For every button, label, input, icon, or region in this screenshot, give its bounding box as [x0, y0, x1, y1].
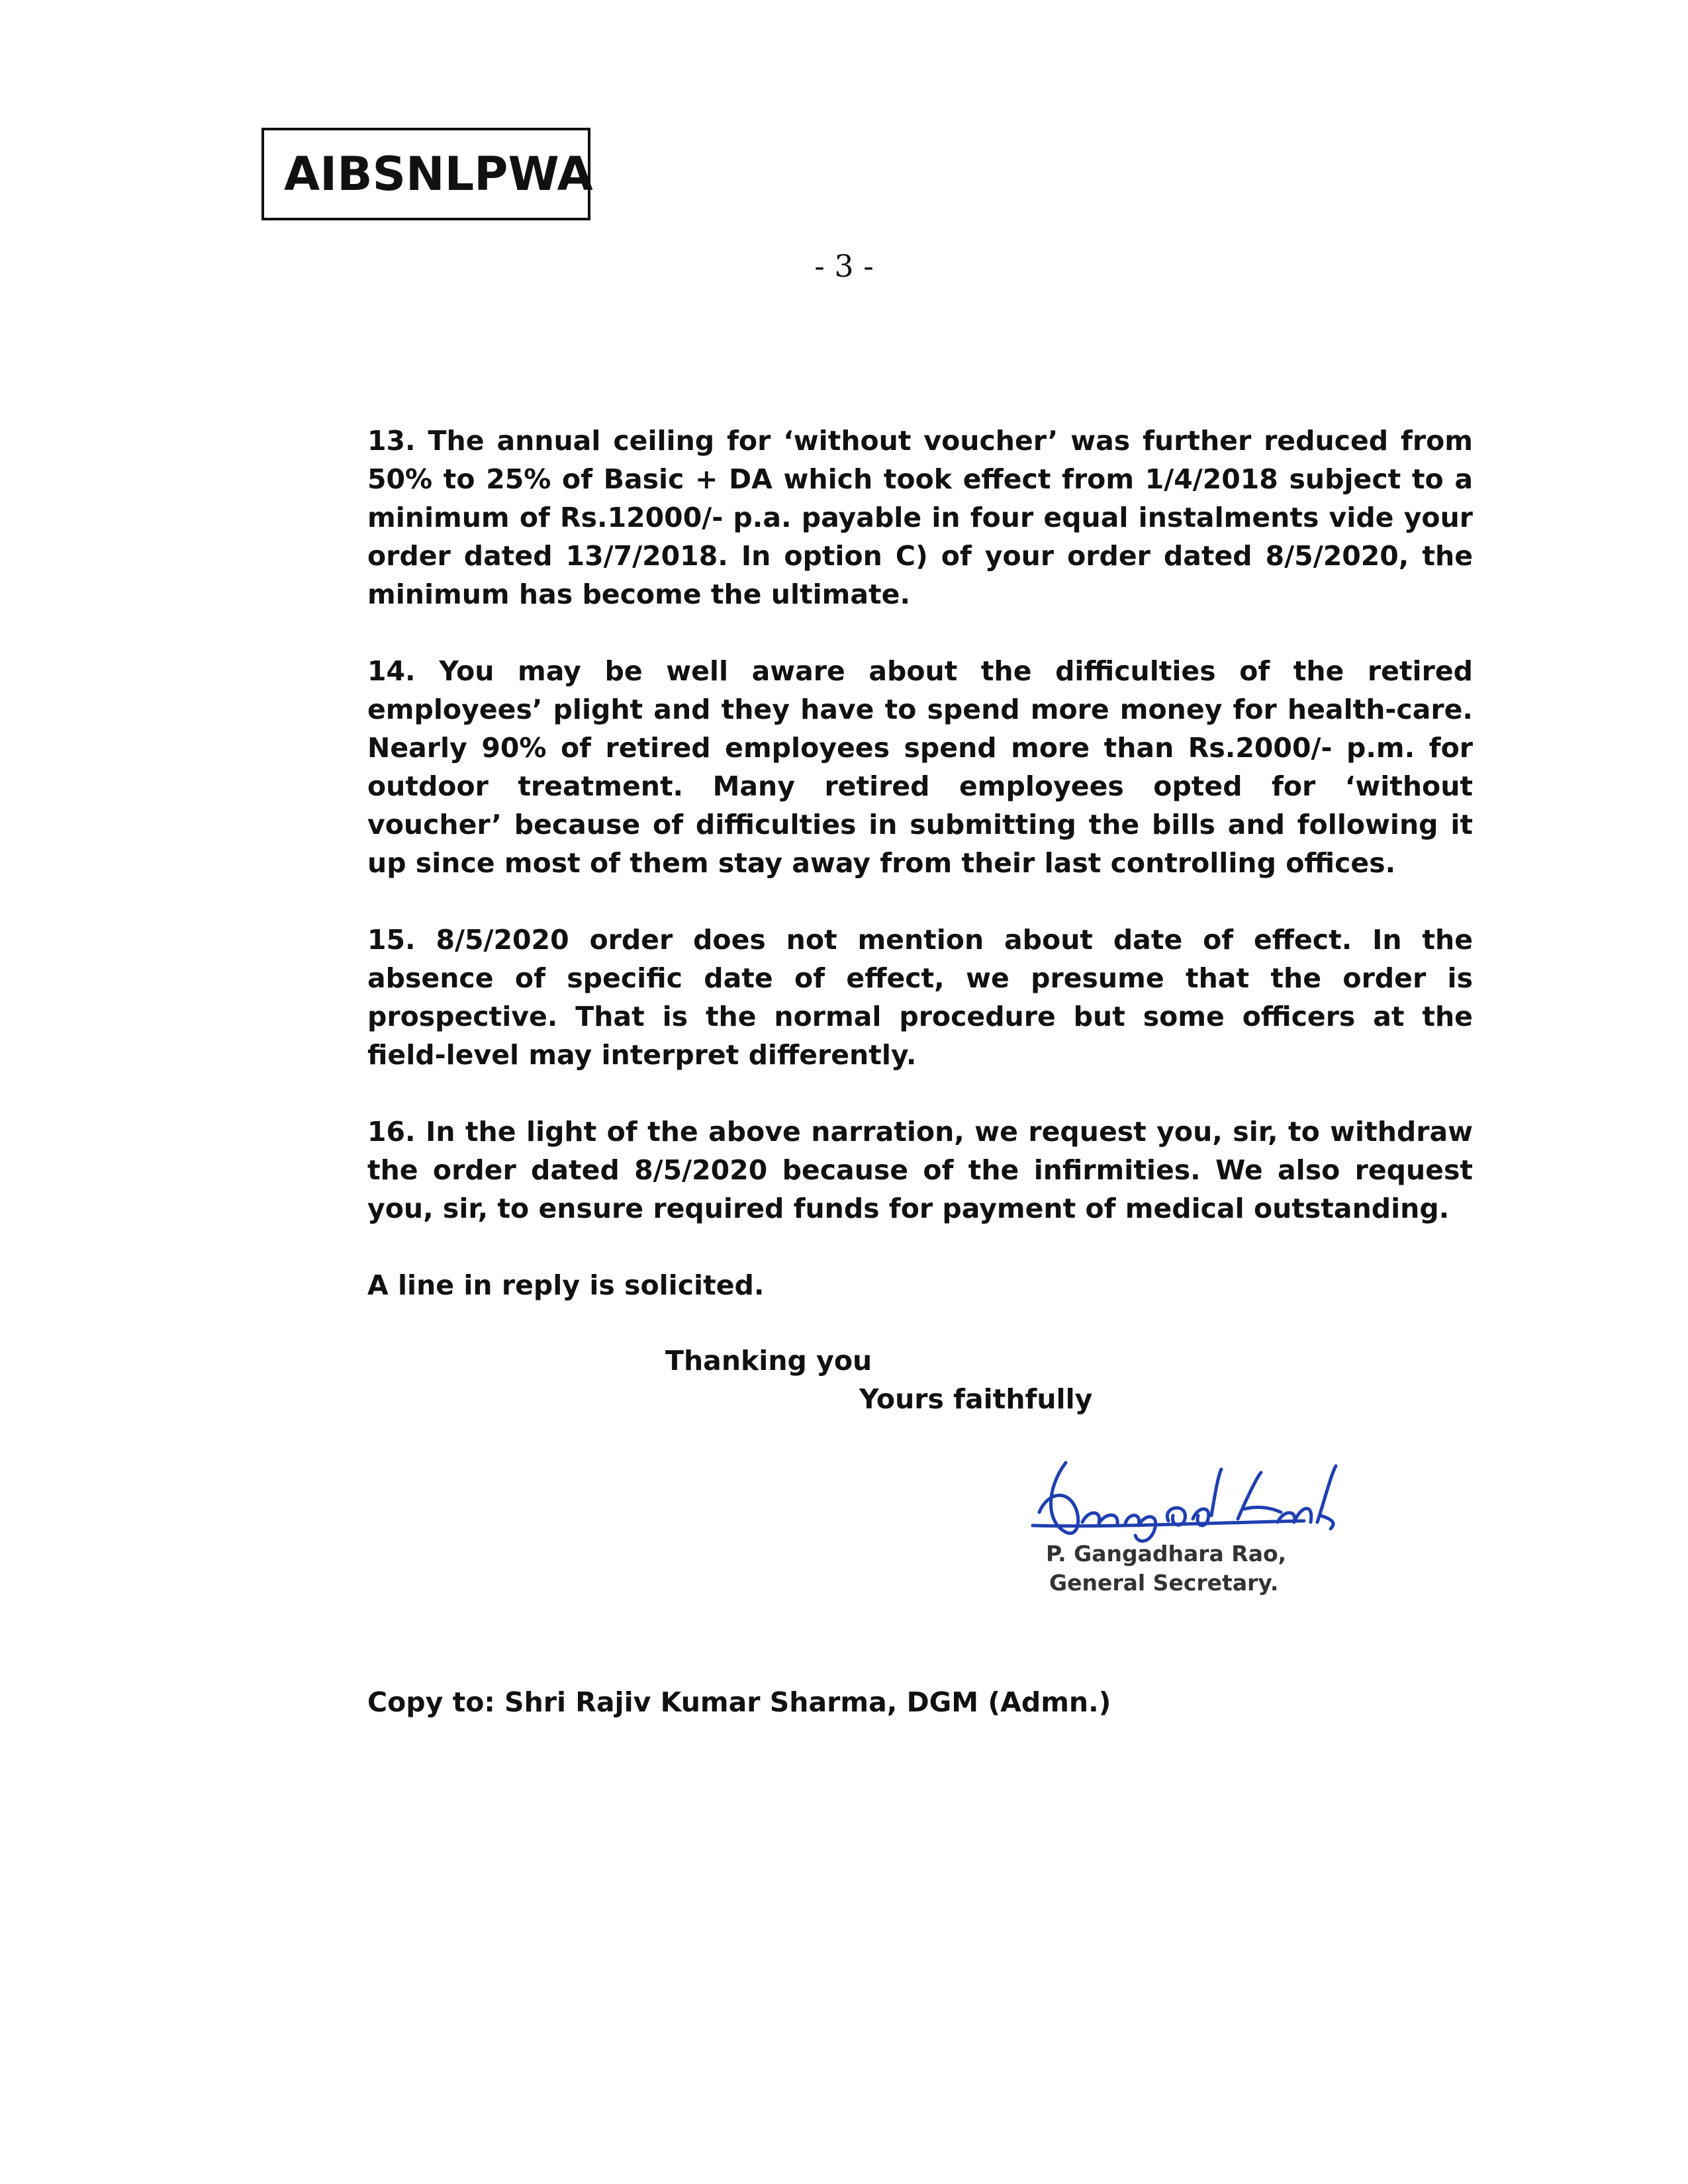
signer-name: P. Gangadhara Rao,	[1046, 1541, 1287, 1567]
copy-to-line: Copy to: Shri Rajiv Kumar Sharma, DGM (Admn.)	[367, 1686, 1111, 1718]
paragraph-13: 13. The annual ceiling for ‘without voucher’ was further reduced from 50% to 25% of Basic + DA which took effect from 1/4/2018 subject to a minimum of Rs.12000/- p.a. payable in four equal instalments vide your order dated 13/7/2018. In option C) of your order dated 8/5/2020, the minimum has become the ultimate.	[367, 425, 1473, 610]
page-number: - 3 -	[814, 248, 874, 284]
signature-block	[1019, 1449, 1430, 1608]
organization-header-box	[261, 128, 593, 220]
organization-name: AIBSNLPWA	[284, 147, 593, 201]
yours-faithfully-line: Yours faithfully	[859, 1383, 1093, 1415]
reply-request: A line in reply is solicited.	[367, 1269, 765, 1301]
paragraph-15: 15. 8/5/2020 order does not mention about date of effect. In the absence of specific date of effect, we presume that the order is prospective. That is the normal procedure but some officers at the field-level may interpret differently.	[367, 924, 1473, 1071]
letter-body	[367, 422, 1473, 1343]
paragraph-16: 16. In the light of the above narration, we request you, sir, to withdraw the order dated 8/5/2020 because of the infirmities. We also request you, sir, to ensure required funds for payment of medical outstanding.	[367, 1116, 1473, 1224]
thanking-line: Thanking you	[665, 1345, 872, 1377]
paragraph-14: 14. You may be well aware about the difficulties of the retired employees’ plight and they have to spend more money for health-care. Nearly 90% of retired employees spend more than Rs.2000/- p.m. for outdoor treatment. Many retired employees opted for ‘without voucher’ because of difficulties in submitting the bills and following it up since most of them stay away from their last controlling offices.	[367, 655, 1473, 879]
signer-title: General Secretary.	[1049, 1570, 1279, 1596]
